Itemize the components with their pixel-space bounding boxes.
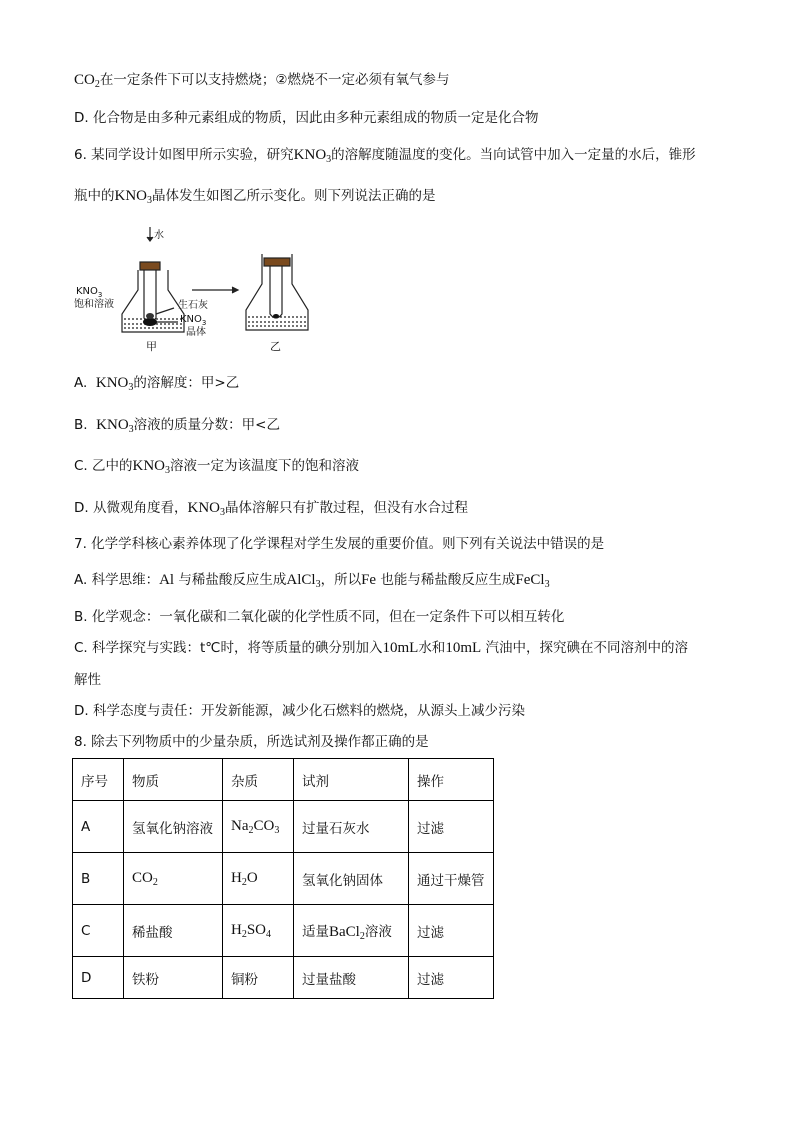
question-6-stem-line2: 瓶中的$KNO_3$晶体发生如图乙所示变化。则下列说法正确的是 (74, 188, 436, 206)
header-cell: 序号 (73, 759, 124, 801)
question-6-stem-line1: 6. 某同学设计如图甲所示实验，研究$KNO_3$的溶解度随温度的变化。当向试管中加入一定量的水后，锥形 (74, 147, 696, 165)
option-5d: D. 化合物是由多种元素组成的物质，因此由多种元素组成的物质一定是化合物 (74, 110, 539, 126)
formula-kno3: $KNO_3$ (293, 147, 332, 165)
option-6b: B. $KNO_3$溶液的质量分数：甲<乙 (74, 417, 280, 435)
table-row: A 氢氧化钠溶液 $Na_2CO_3$ 过量石灰水 过滤 (73, 801, 494, 853)
label-crystal: 晶体 (186, 327, 206, 338)
option-7c-cont: 解性 (74, 672, 101, 688)
label-kno3-crystal: $KNO_3$ (180, 314, 207, 327)
question-7-stem: 7. 化学学科核心素养体现了化学课程对学生发展的重要价值。则下列有关说法中错误的是 (74, 536, 605, 552)
table-row: C 稀盐酸 $H_2SO_4$ 适量BaCl$_2$溶液 过滤 (73, 905, 494, 957)
option-6d: D. 从微观角度看，$KNO_3$晶体溶解只有扩散过程，但没有水合过程 (74, 500, 468, 518)
table-row: D 铁粉 铜粉 过量盐酸 过滤 (73, 957, 494, 999)
label-saturated: 饱和溶液 (74, 299, 114, 310)
header-cell: 物质 (124, 759, 223, 801)
text-line-co2-combustion: $CO_2$在一定条件下可以支持燃烧；②燃烧不一定必须有氧气参与 (74, 72, 450, 90)
experiment-figure (74, 222, 334, 358)
impurity-table (72, 758, 494, 999)
stopper-yi (264, 258, 290, 266)
option-7b: B. 化学观念：一氧化碳和二氧化碳的化学性质不同，但在一定条件下可以相互转化 (74, 609, 565, 625)
label-kno3: $KNO_3$ (76, 286, 103, 299)
label-quicklime: 生石灰 (178, 300, 208, 311)
option-6a: A. $KNO_3$的溶解度：甲>乙 (74, 375, 240, 393)
table-row: B $CO_2$ $H_2O$ 氢氧化钠固体 通过干燥管 (73, 853, 494, 905)
kno3-crystal-jia (143, 318, 157, 326)
label-jia: 甲 (146, 340, 157, 353)
formula-kno3: $KNO_3$ (114, 188, 152, 206)
option-7a: A. 科学思维：Al 与稀盐酸反应生成AlCl$_3$，所以Fe 也能与稀盐酸反应生成FeCl$_3$ (74, 572, 550, 590)
header-cell: 操作 (409, 759, 494, 801)
header-cell: 杂质 (223, 759, 294, 801)
kno3-crystal-yi (273, 314, 279, 318)
option-7c: C. 科学探究与实践：t℃时，将等质量的碘分别加入10mL水和10mL 汽油中，探究碘在不同溶剂中的溶 (74, 640, 688, 656)
table-header-row (73, 759, 494, 801)
label-water: 水 (154, 230, 164, 241)
header-cell: 试剂 (294, 759, 409, 801)
question-8-stem: 8. 除去下列物质中的少量杂质，所选试剂及操作都正确的是 (74, 734, 429, 750)
lime-in-tube (146, 313, 154, 319)
option-7d: D. 科学态度与责任：开发新能源，减少化石燃料的燃烧，从源头上减少污染 (74, 703, 525, 719)
formula-co2: $CO_2$ (74, 72, 100, 90)
label-yi: 乙 (270, 340, 281, 353)
stopper-jia (140, 262, 160, 270)
option-6c: C. 乙中的$KNO_3$溶液一定为该温度下的饱和溶液 (74, 458, 360, 476)
